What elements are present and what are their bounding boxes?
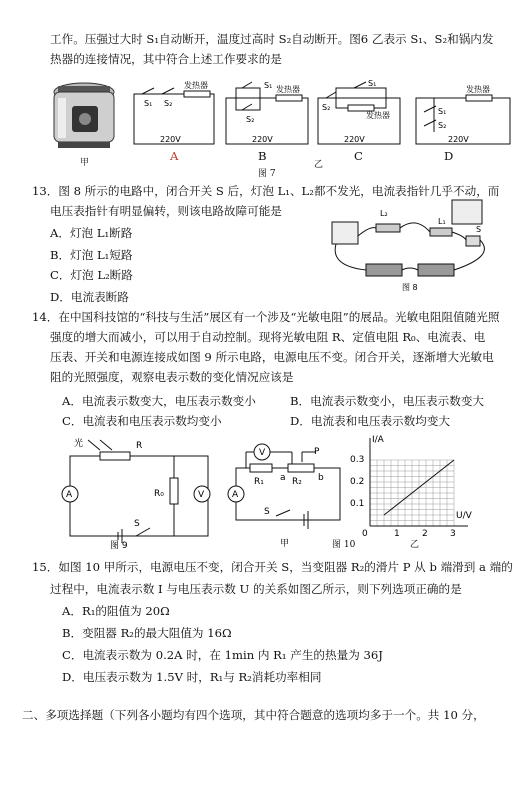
q13-option-d: D．电流表断路 [50,290,129,304]
fig8-s: S [476,225,482,234]
graph-ytick-0.1: 0.1 [350,499,365,509]
q12-line1: 工作。压强过大时 S₁自动断开，温度过高时 S₂自动断开。图6 乙表示 S₁、S₂和锅内发 [50,32,494,46]
graph-xtick-2: 2 [422,529,428,539]
q13-option-a: A．灯泡 L₁断路 [50,226,133,240]
option-a-label: A [170,149,179,163]
option-c-label: C [354,149,363,163]
figure-8-caption: 图 8 [402,283,418,292]
q14-line4: 阻的光照强度，观察电表示数的变化情况应该是 [50,370,294,384]
fig9-light: 光 [74,439,84,449]
q13-option-c: C．灯泡 L₂断路 [50,268,133,282]
figure-9-caption: 图 9 [110,541,128,551]
section-2-heading: 二、多项选择题（下列各小题均有四个选项，其中符合题意的选项均多于一个。共 10 分， [22,708,485,722]
q15-line1: 15．如图 10 甲所示，电源电压不变，闭合开关 S，当变阻器 R₂的滑片 P 从 b 端滑到 a 端的 [32,560,513,574]
fig10-p: P [314,447,320,457]
q14-line3: 压表、开关和电源连接成如图 9 所示电路，电源电压不变。闭合开关，逐渐增大光敏电 [50,350,494,364]
d-s1-label: S₁ [438,107,447,116]
graph-ytick-0.2: 0.2 [350,477,365,487]
figure-8-circuit [326,196,506,292]
fig9-r: R [136,441,143,451]
fig8-l1: L₁ [438,217,446,226]
figure-7-caption: 图 7 [258,169,276,179]
q14-option-c: C．电流表和电压表示数均变小 [62,414,222,428]
q13-line1: 13．图 8 所示的电路中，闭合开关 S 后，灯泡 L₁、L₂都不发光，电流表指针几乎不动，而 [32,184,500,198]
circuit-option-b [224,81,312,148]
q14-option-d: D．电流表和电压表示数均变大 [290,414,451,428]
fig10-voltmeter: V [259,448,266,458]
q14-line1: 14．在中国科技馆的“科技与生活”展区有一个涉及“光敏电阻”的展品。光敏电阻阻值随光照 [32,310,500,324]
fig10-a: a [280,473,286,483]
q15-option-d: D．电压表示数为 1.5V 时，R₁与 R₂消耗功率相同 [62,670,322,684]
b-voltage-label: 220V [252,135,273,144]
c-s2-label: S₂ [322,103,331,112]
graph-xtick-1: 1 [394,529,400,539]
q14-line2: 强度的增大而减小，可以用于自动控制。现将光敏电阻 R、定值电阻 R₀、电流表、电 [50,330,486,344]
q12-line2: 热器的连接情况，其中符合上述工作要求的是 [50,52,282,66]
a-voltage-label: 220V [160,135,181,144]
figure-10-circuit [226,440,346,550]
fig10-ammeter: A [232,490,239,500]
c-heater-label: 发热器 [366,111,390,120]
fig9-voltmeter: V [198,490,205,500]
b-heater-label: 发热器 [276,85,300,94]
rice-cooker-illustration [48,78,120,154]
c-s1-label: S₁ [368,79,377,88]
label-yi: 乙 [314,160,324,170]
fig9-s: S [134,519,140,529]
circuit-option-a [132,81,218,146]
c-voltage-label: 220V [344,135,365,144]
graph-label-yi: 乙 [410,540,420,550]
fig9-ammeter: A [66,490,73,500]
circuit-option-c [316,79,404,148]
figure-9-circuit [60,438,220,551]
q15-option-b: B．变阻器 R₂的最大阻值为 16Ω [62,626,232,640]
q15-option-c: C．电流表示数为 0.2A 时，在 1min 内 R₁ 产生的热量为 36J [62,648,383,662]
figure-10-graph [350,432,480,542]
graph-xtick-3: 3 [450,529,456,539]
b-s2-label: S₂ [246,115,255,124]
a-heater-label: 发热器 [184,81,208,90]
q15-option-a: A．R₁的阻值为 20Ω [62,604,170,618]
q13-line2: 电压表指针有明显偏转，则该电路故障可能是 [50,204,282,218]
fig10-s: S [264,507,270,517]
fig10-jia: 甲 [280,539,290,549]
graph-ylabel: I/A [372,435,384,445]
a-s1-label: S₁ [144,99,153,108]
fig10-r1: R₁ [254,477,264,487]
circuit-option-d [414,84,514,148]
graph-origin: 0 [362,529,368,539]
b-s1-label: S₁ [264,81,273,90]
graph-xlabel: U/V [456,511,472,521]
q14-option-b: B．电流表示数变小，电压表示数变大 [290,394,485,408]
q14-option-a: A．电流表示数变大，电压表示数变小 [62,394,256,408]
a-s2-label: S₂ [164,99,173,108]
label-jia: 甲 [80,158,90,168]
graph-ytick-0.3: 0.3 [350,455,365,465]
d-voltage-label: 220V [448,135,469,144]
fig8-l2: L₂ [380,209,388,218]
fig10-b: b [318,473,324,483]
q15-line2: 过程中，电流表示数 I 与电压表示数 U 的关系如图乙所示，则下列选项正确的是 [50,582,462,596]
fig10-r2: R₂ [292,477,302,487]
figure-10-caption: 图 10 [332,540,356,550]
option-b-label: B [258,149,267,163]
option-d-label: D [444,149,454,163]
d-s2-label: S₂ [438,121,447,130]
q13-option-b: B．灯泡 L₁短路 [50,248,133,262]
fig9-r0: R₀ [154,489,164,499]
d-heater-label: 发热器 [466,85,490,94]
